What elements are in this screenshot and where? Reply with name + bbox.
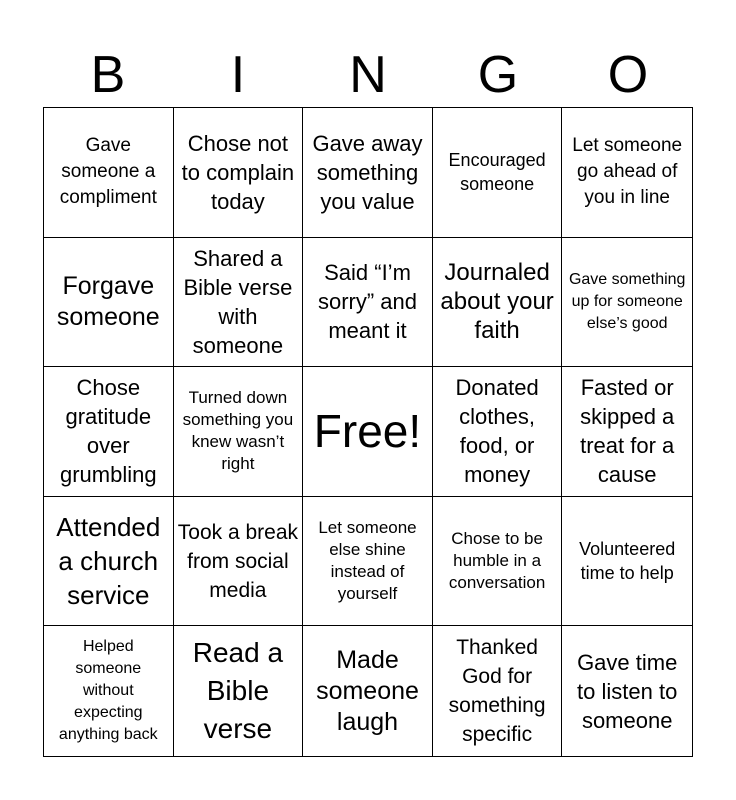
bingo-cell[interactable]	[303, 497, 433, 627]
bingo-cell[interactable]	[562, 238, 692, 368]
bingo-cell[interactable]	[303, 238, 433, 368]
cell-text: Gave away something you value	[312, 130, 423, 214]
cell-text: Chose not to complain today	[181, 130, 295, 214]
cell-text: Gave time to listen to someone	[577, 649, 678, 733]
cell-text: Volunteered time to help	[579, 539, 676, 584]
bingo-cell[interactable]	[433, 626, 563, 756]
bingo-cell[interactable]	[433, 497, 563, 627]
bingo-cell[interactable]	[433, 238, 563, 368]
header-letter-g: G	[477, 46, 519, 104]
bingo-cell[interactable]	[562, 626, 692, 756]
bingo-cell[interactable]	[44, 367, 174, 497]
cell-text: Chose to be humble in a conversation	[448, 529, 546, 593]
free-space-label: Free!	[313, 405, 422, 458]
bingo-cell[interactable]	[44, 497, 174, 627]
cell-text: Thanked God for something specific	[448, 636, 546, 747]
cell-text: Read a Bible verse	[192, 637, 284, 745]
cell-text: Gave someone a compliment	[59, 135, 157, 209]
cell-text: Let someone go ahead of you in line	[572, 135, 683, 209]
bingo-cell[interactable]	[433, 367, 563, 497]
cell-text: Donated clothes, food, or money	[455, 375, 539, 488]
bingo-cell[interactable]	[562, 497, 692, 627]
cell-text: Attended a church service	[56, 512, 161, 611]
bingo-cell[interactable]	[174, 108, 304, 238]
cell-text: Said “I’m sorry” and meant it	[317, 260, 418, 344]
bingo-cell[interactable]	[174, 367, 304, 497]
bingo-cell[interactable]	[433, 108, 563, 238]
bingo-grid	[43, 107, 693, 757]
cell-text: Helped someone without expecting anything back	[58, 638, 158, 744]
bingo-cell[interactable]	[562, 367, 692, 497]
cell-text: Gave something up for someone else’s good	[568, 270, 686, 332]
cell-text: Turned down something you knew wasn’t right	[182, 388, 294, 474]
bingo-cell[interactable]	[44, 238, 174, 368]
bingo-cell[interactable]	[303, 108, 433, 238]
cell-text: Took a break from social media	[177, 520, 299, 602]
bingo-cell[interactable]	[174, 626, 304, 756]
cell-text: Let someone else shine instead of yourself	[318, 518, 417, 604]
header-letter-o: O	[607, 46, 649, 104]
free-space[interactable]	[303, 367, 433, 497]
bingo-header	[43, 42, 693, 108]
bingo-cell[interactable]	[174, 238, 304, 368]
bingo-cell[interactable]	[303, 626, 433, 756]
cell-text: Forgave someone	[56, 271, 160, 331]
bingo-cell[interactable]	[174, 497, 304, 627]
bingo-cell[interactable]	[44, 108, 174, 238]
bingo-cell[interactable]	[44, 626, 174, 756]
cell-text: Made someone laugh	[316, 645, 419, 736]
header-letter-n: N	[349, 46, 387, 104]
header-letter-i: I	[230, 46, 246, 104]
cell-text: Chose gratitude over grumbling	[59, 375, 157, 488]
cell-text: Shared a Bible verse with someone	[183, 245, 293, 358]
cell-text: Journaled about your faith	[440, 259, 554, 345]
bingo-cell[interactable]	[562, 108, 692, 238]
header-letter-b: B	[90, 46, 126, 104]
cell-text: Encouraged someone	[448, 150, 546, 195]
cell-text: Fasted or skipped a treat for a cause	[580, 375, 675, 488]
